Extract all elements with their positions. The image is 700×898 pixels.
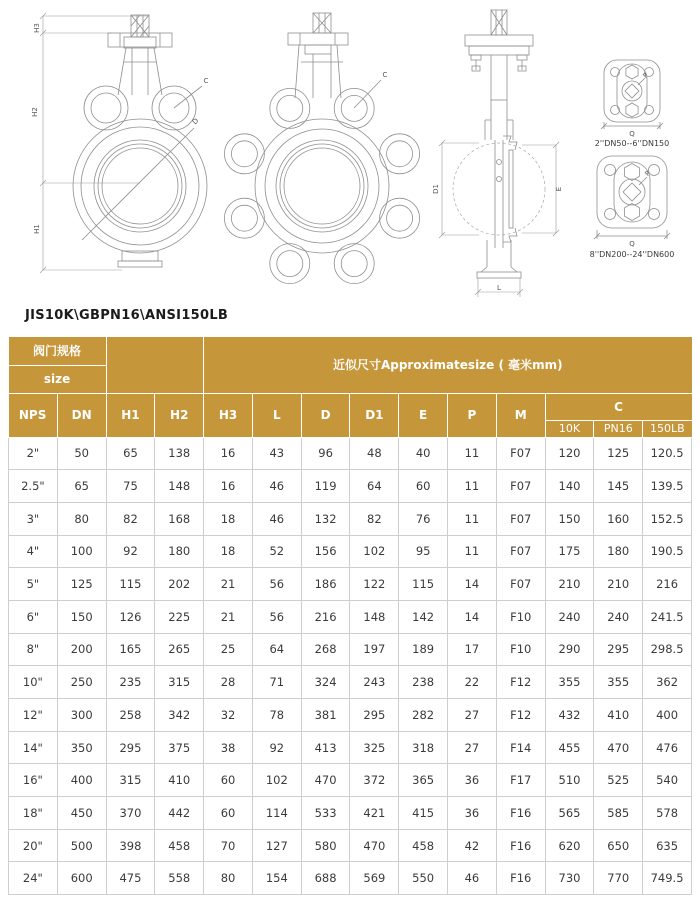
- table-cell: 148: [155, 470, 204, 503]
- table-cell: 375: [155, 731, 204, 764]
- header-approx-size: 近似尺寸Approximatesize ( 毫米mm): [204, 337, 692, 393]
- drawing-section-side: [425, 0, 585, 310]
- table-cell: 295: [594, 633, 643, 666]
- table-cell: 470: [301, 764, 350, 797]
- dim-label-h3: H3: [33, 23, 41, 33]
- table-cell: 290: [545, 633, 594, 666]
- table-cell: 200: [57, 633, 106, 666]
- table-row: [9, 862, 692, 895]
- table-cell: 381: [301, 699, 350, 732]
- table-row: [9, 699, 692, 732]
- table-cell: 315: [155, 666, 204, 699]
- table-cell: 46: [448, 862, 497, 895]
- table-cell: 60: [204, 764, 253, 797]
- table-cell: 120: [545, 437, 594, 470]
- table-cell: F14: [496, 731, 545, 764]
- table-cell: 28: [204, 666, 253, 699]
- table-cell: 749.5: [643, 862, 692, 895]
- table-cell: 46: [252, 470, 301, 503]
- table-cell: 210: [545, 568, 594, 601]
- table-cell: 216: [301, 600, 350, 633]
- dim-label-p: P: [643, 169, 652, 178]
- table-cell: 470: [350, 829, 399, 862]
- table-cell: 10": [9, 666, 58, 699]
- table-cell: 27: [448, 731, 497, 764]
- table-cell: 14: [448, 600, 497, 633]
- table-cell: 65: [57, 470, 106, 503]
- table-row: [9, 731, 692, 764]
- table-cell: 42: [448, 829, 497, 862]
- column-header-c-group: C: [545, 393, 691, 420]
- table-cell: 197: [350, 633, 399, 666]
- table-cell: 372: [350, 764, 399, 797]
- table-cell: 150: [57, 600, 106, 633]
- caption-large-flange: 8''DN200--24''DN600: [589, 250, 675, 259]
- table-cell: 355: [594, 666, 643, 699]
- table-cell: 78: [252, 699, 301, 732]
- table-cell: 432: [545, 699, 594, 732]
- table-cell: 80: [204, 862, 253, 895]
- table-cell: 458: [399, 829, 448, 862]
- dim-label-l: L: [497, 284, 501, 292]
- table-row: [9, 797, 692, 830]
- table-cell: 102: [350, 535, 399, 568]
- column-header-h2: H2: [155, 393, 204, 437]
- table-cell: 82: [350, 502, 399, 535]
- table-row: [9, 666, 692, 699]
- table-cell: 315: [106, 764, 155, 797]
- table-cell: 415: [399, 797, 448, 830]
- table-cell: 18: [204, 502, 253, 535]
- table-cell: 11: [448, 437, 497, 470]
- table-cell: 189: [399, 633, 448, 666]
- table-cell: 100: [57, 535, 106, 568]
- drawing-lug-valve-front: [215, 0, 435, 310]
- table-cell: 442: [155, 797, 204, 830]
- table-cell: 580: [301, 829, 350, 862]
- table-cell: 40: [399, 437, 448, 470]
- column-header-h3: H3: [204, 393, 253, 437]
- table-cell: 126: [106, 600, 155, 633]
- table-cell: 202: [155, 568, 204, 601]
- table-cell: 16: [204, 470, 253, 503]
- table-row: [9, 437, 692, 470]
- table-cell: F12: [496, 666, 545, 699]
- table-cell: 11: [448, 502, 497, 535]
- header-row-spec: [9, 337, 692, 365]
- header-spec-cn: 阀门规格: [9, 337, 107, 365]
- table-cell: 36: [448, 797, 497, 830]
- table-cell: 60: [399, 470, 448, 503]
- table-cell: 770: [594, 862, 643, 895]
- table-cell: 258: [106, 699, 155, 732]
- table-cell: 56: [252, 600, 301, 633]
- caption-small-flange: 2''DN50--6''DN150: [594, 139, 670, 148]
- table-cell: 455: [545, 731, 594, 764]
- table-cell: 243: [350, 666, 399, 699]
- table-row: [9, 829, 692, 862]
- technical-drawings: [0, 0, 700, 310]
- table-cell: 600: [57, 862, 106, 895]
- table-cell: 400: [643, 699, 692, 732]
- table-cell: 565: [545, 797, 594, 830]
- table-cell: 25: [204, 633, 253, 666]
- table-cell: 6": [9, 600, 58, 633]
- column-header-p: P: [448, 393, 497, 437]
- table-cell: 5": [9, 568, 58, 601]
- table-cell: 240: [545, 600, 594, 633]
- dim-label-q: Q: [629, 240, 635, 248]
- dim-label-p: P: [641, 71, 650, 80]
- table-cell: 145: [594, 470, 643, 503]
- dim-label-h2: H2: [31, 107, 39, 117]
- table-cell: 458: [155, 829, 204, 862]
- table-cell: 115: [399, 568, 448, 601]
- table-cell: 160: [594, 502, 643, 535]
- dim-label-d: D: [190, 116, 201, 127]
- table-cell: 398: [106, 829, 155, 862]
- table-cell: 70: [204, 829, 253, 862]
- table-cell: 300: [57, 699, 106, 732]
- table-cell: F16: [496, 829, 545, 862]
- table-cell: 168: [155, 502, 204, 535]
- table-cell: 156: [301, 535, 350, 568]
- table-cell: 71: [252, 666, 301, 699]
- table-cell: 350: [57, 731, 106, 764]
- table-cell: 533: [301, 797, 350, 830]
- table-cell: 635: [643, 829, 692, 862]
- table-cell: 16": [9, 764, 58, 797]
- dim-label-q: Q: [629, 130, 635, 138]
- table-cell: 540: [643, 764, 692, 797]
- table-cell: 475: [106, 862, 155, 895]
- column-header-d: D: [301, 393, 350, 437]
- table-cell: 4": [9, 535, 58, 568]
- drawing-top-flange-details: [585, 50, 700, 270]
- table-cell: 325: [350, 731, 399, 764]
- table-row: [9, 568, 692, 601]
- table-cell: 92: [252, 731, 301, 764]
- table-cell: 82: [106, 502, 155, 535]
- table-cell: 12": [9, 699, 58, 732]
- dim-label-h1: H1: [33, 224, 41, 234]
- table-cell: 298.5: [643, 633, 692, 666]
- table-cell: 24": [9, 862, 58, 895]
- table-cell: 410: [155, 764, 204, 797]
- table-cell: 140: [545, 470, 594, 503]
- table-cell: 165: [106, 633, 155, 666]
- column-header-nps: NPS: [9, 393, 58, 437]
- table-cell: 115: [106, 568, 155, 601]
- table-cell: 122: [350, 568, 399, 601]
- table-cell: 56: [252, 568, 301, 601]
- table-cell: 241.5: [643, 600, 692, 633]
- table-cell: 18: [204, 535, 253, 568]
- table-cell: 180: [155, 535, 204, 568]
- dim-label-c: C: [382, 71, 388, 79]
- table-cell: 216: [643, 568, 692, 601]
- table-row: [9, 600, 692, 633]
- table-cell: 175: [545, 535, 594, 568]
- table-cell: 525: [594, 764, 643, 797]
- column-header-pn16: PN16: [594, 420, 643, 437]
- table-cell: 238: [399, 666, 448, 699]
- table-cell: 21: [204, 600, 253, 633]
- table-cell: 2.5": [9, 470, 58, 503]
- table-cell: 43: [252, 437, 301, 470]
- table-cell: 125: [57, 568, 106, 601]
- column-header-150lb: 150LB: [643, 420, 692, 437]
- table-cell: 569: [350, 862, 399, 895]
- table-row: [9, 470, 692, 503]
- table-cell: 32: [204, 699, 253, 732]
- table-cell: 365: [399, 764, 448, 797]
- table-cell: 470: [594, 731, 643, 764]
- table-cell: 585: [594, 797, 643, 830]
- table-cell: 154: [252, 862, 301, 895]
- table-cell: 36: [448, 764, 497, 797]
- table-cell: 650: [594, 829, 643, 862]
- table-cell: 21: [204, 568, 253, 601]
- table-cell: 152.5: [643, 502, 692, 535]
- table-cell: 500: [57, 829, 106, 862]
- dim-label-d1: D1: [432, 184, 440, 194]
- dimension-table: [8, 337, 692, 895]
- table-cell: 362: [643, 666, 692, 699]
- column-header-d1: D1: [350, 393, 399, 437]
- table-cell: 558: [155, 862, 204, 895]
- table-cell: 18": [9, 797, 58, 830]
- table-cell: 342: [155, 699, 204, 732]
- column-header-e: E: [399, 393, 448, 437]
- table-cell: 180: [594, 535, 643, 568]
- table-cell: 324: [301, 666, 350, 699]
- table-cell: 14": [9, 731, 58, 764]
- table-cell: F16: [496, 862, 545, 895]
- table-cell: 730: [545, 862, 594, 895]
- table-cell: 620: [545, 829, 594, 862]
- standards-title: JIS10K\GBPN16\ANSI150LB: [25, 308, 229, 323]
- column-header-m: M: [496, 393, 545, 437]
- table-cell: 450: [57, 797, 106, 830]
- table-cell: 250: [57, 666, 106, 699]
- table-cell: 92: [106, 535, 155, 568]
- table-cell: 65: [106, 437, 155, 470]
- table-cell: 268: [301, 633, 350, 666]
- header-empty-cell: [106, 337, 204, 393]
- table-cell: 11: [448, 470, 497, 503]
- table-cell: 142: [399, 600, 448, 633]
- table-cell: 235: [106, 666, 155, 699]
- table-cell: F17: [496, 764, 545, 797]
- table-cell: 295: [106, 731, 155, 764]
- table-cell: 578: [643, 797, 692, 830]
- table-cell: F07: [496, 470, 545, 503]
- table-cell: 8": [9, 633, 58, 666]
- table-cell: F12: [496, 699, 545, 732]
- table-cell: 64: [350, 470, 399, 503]
- table-cell: 50: [57, 437, 106, 470]
- table-cell: 17: [448, 633, 497, 666]
- column-header-dn: DN: [57, 393, 106, 437]
- table-row: [9, 633, 692, 666]
- table-cell: 16: [204, 437, 253, 470]
- table-cell: 95: [399, 535, 448, 568]
- table-cell: 38: [204, 731, 253, 764]
- table-row: [9, 764, 692, 797]
- table-cell: 46: [252, 502, 301, 535]
- table-cell: 210: [594, 568, 643, 601]
- table-cell: 190.5: [643, 535, 692, 568]
- table-cell: 225: [155, 600, 204, 633]
- table-cell: 148: [350, 600, 399, 633]
- dimension-table-body: [9, 437, 692, 895]
- table-cell: 120.5: [643, 437, 692, 470]
- drawing-wafer-valve-front: [0, 0, 230, 310]
- table-cell: 80: [57, 502, 106, 535]
- table-cell: 240: [594, 600, 643, 633]
- column-header-h1: H1: [106, 393, 155, 437]
- dim-label-c: C: [203, 77, 209, 85]
- table-cell: 125: [594, 437, 643, 470]
- table-cell: F07: [496, 437, 545, 470]
- table-cell: 413: [301, 731, 350, 764]
- column-header-l: L: [252, 393, 301, 437]
- header-spec-en: size: [9, 365, 107, 393]
- table-cell: 410: [594, 699, 643, 732]
- table-cell: 186: [301, 568, 350, 601]
- table-cell: F10: [496, 600, 545, 633]
- table-cell: 138: [155, 437, 204, 470]
- table-row: [9, 535, 692, 568]
- table-cell: 421: [350, 797, 399, 830]
- column-header-10k: 10K: [545, 420, 594, 437]
- table-cell: 48: [350, 437, 399, 470]
- header-row-columns: [9, 393, 692, 420]
- table-cell: 22: [448, 666, 497, 699]
- table-cell: 60: [204, 797, 253, 830]
- table-cell: 370: [106, 797, 155, 830]
- table-cell: 150: [545, 502, 594, 535]
- table-cell: 76: [399, 502, 448, 535]
- table-cell: 355: [545, 666, 594, 699]
- table-cell: F07: [496, 535, 545, 568]
- table-cell: 14: [448, 568, 497, 601]
- table-cell: 102: [252, 764, 301, 797]
- table-cell: 282: [399, 699, 448, 732]
- table-cell: 96: [301, 437, 350, 470]
- table-cell: 688: [301, 862, 350, 895]
- table-cell: 119: [301, 470, 350, 503]
- table-cell: 265: [155, 633, 204, 666]
- table-cell: 476: [643, 731, 692, 764]
- table-cell: 2": [9, 437, 58, 470]
- table-cell: 11: [448, 535, 497, 568]
- table-cell: 127: [252, 829, 301, 862]
- dimension-table-header: [9, 337, 692, 437]
- table-cell: F16: [496, 797, 545, 830]
- table-cell: 295: [350, 699, 399, 732]
- table-cell: 64: [252, 633, 301, 666]
- table-cell: 114: [252, 797, 301, 830]
- table-cell: 3": [9, 502, 58, 535]
- table-cell: 75: [106, 470, 155, 503]
- dim-label-e: E: [555, 186, 563, 192]
- table-cell: 27: [448, 699, 497, 732]
- table-cell: 550: [399, 862, 448, 895]
- table-row: [9, 502, 692, 535]
- table-cell: F07: [496, 502, 545, 535]
- table-cell: 510: [545, 764, 594, 797]
- table-cell: F07: [496, 568, 545, 601]
- table-cell: 400: [57, 764, 106, 797]
- table-cell: 139.5: [643, 470, 692, 503]
- table-cell: F10: [496, 633, 545, 666]
- table-cell: 318: [399, 731, 448, 764]
- table-cell: 20": [9, 829, 58, 862]
- table-cell: 132: [301, 502, 350, 535]
- table-cell: 52: [252, 535, 301, 568]
